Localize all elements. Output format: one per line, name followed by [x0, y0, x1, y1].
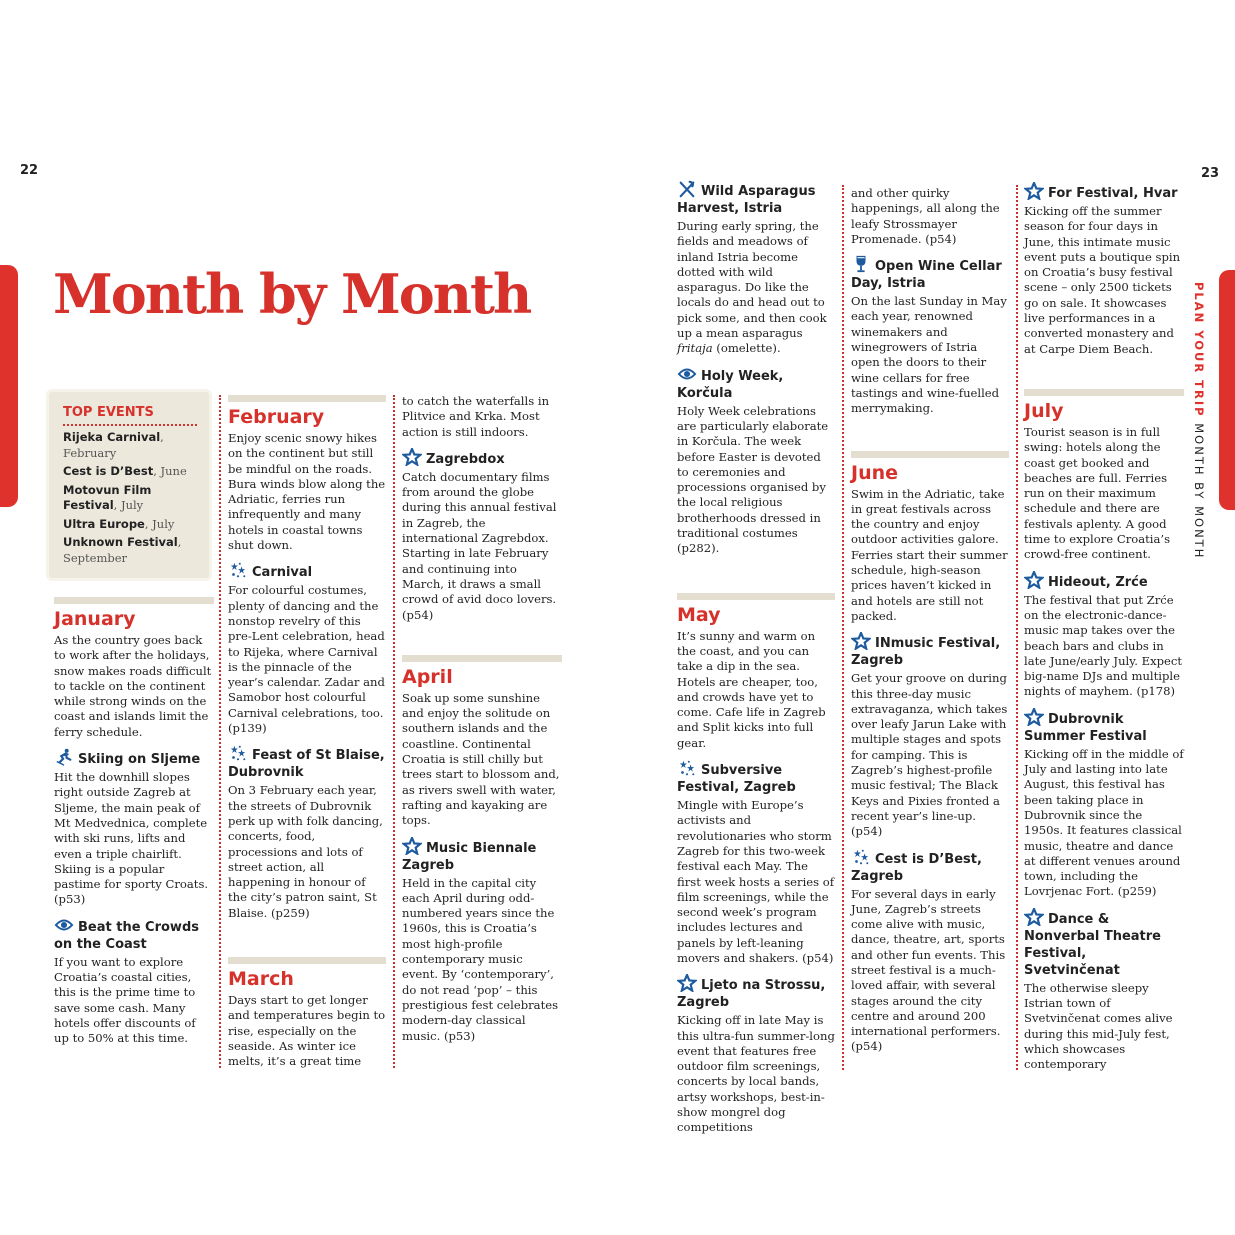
top-events-box	[46, 389, 212, 581]
top-event-when: September	[63, 550, 128, 565]
top-event-name: Rijeka Carnival	[63, 430, 161, 444]
event-title-text: Open Wine Cellar Day, Istria	[851, 259, 1002, 292]
event-title	[1024, 908, 1184, 979]
column-6	[1024, 182, 1184, 1078]
page-number-left: 22	[20, 163, 39, 178]
column-3	[402, 394, 562, 1050]
month-heading-june: June	[851, 461, 899, 484]
column-1	[54, 597, 214, 1053]
star-icon	[1024, 708, 1044, 726]
event-text: The otherwise sleepy Istrian town of Svetvinčenat comes alive during this mid-July fest, which showcases contemporary	[1024, 980, 1173, 1072]
event-title-text: Ljeto na Strossu, Zagreb	[677, 978, 826, 1011]
month-intro-text: Days start to get longer and temperatures begin to rise, especially on the seaside. As winter ice melts, it’s a great time	[228, 993, 386, 1069]
top-event-name: Cest is D’Best	[63, 464, 154, 478]
event-title-text: Carnival	[252, 565, 313, 581]
event-text: For colourful costumes, plenty of dancing and the nonstop revelry of this pre-Lent celebration, head to Rijeka, where Carnival is the pinnacle of the year’s calendar. Zadar and Samobor host colourful Carnival celebrations, too. (p139)	[228, 583, 385, 736]
month-divider-bar	[228, 957, 386, 964]
page-number-right: 23	[1201, 166, 1220, 181]
top-event-item: Unknown Festival, September	[63, 535, 182, 565]
top-event-when: July	[120, 498, 144, 512]
event-text-part: (omelette).	[712, 341, 781, 356]
event-text: Mingle with Europe’s activists and revolutionaries who storm Zagreb for this two-week festival each May. The first week hosts a series of film screenings, while the second week’s program includes lectures and panels by left-leaning movers and shakers. (p54)	[677, 798, 835, 965]
event-title	[54, 916, 214, 953]
event-title	[1024, 571, 1184, 591]
event-text: Held in the capital city each April during odd-numbered years since the 1960s, this is Croatia’s most high-profile contemporary music event. By ‘contemporary’, do not read ‘pop’ – this prestigious fest celebrates modern-day classical music. (p53)	[402, 875, 559, 1043]
eye-icon	[54, 916, 74, 934]
month-divider-bar	[402, 655, 562, 662]
wine-glass-icon	[851, 255, 871, 273]
event-title	[1024, 182, 1184, 202]
top-event-item: Ultra Europe, July	[63, 516, 175, 531]
top-event-name: Ultra Europe	[63, 516, 145, 531]
event-text: For several days in early June, Zagreb’s streets come alive with music, dance, theatre, art, sports and other fun events. This street festival is a much-loved affair, with several stages around the city centre and around 200 international performers. (p54)	[851, 886, 1006, 1054]
month-divider-bar	[1024, 389, 1184, 396]
event-title-text: Skiing on Sljeme	[78, 752, 201, 768]
event-text: Catch documentary films from around the globe during this annual festival in Zagreb, the international Zagrebdox. Starting in late February and continuing into March, it draws a small crowd of avid doco lovers. (p54)	[402, 469, 557, 622]
event-text-italic: fritaja	[677, 341, 713, 356]
event-title-text: Dance & Nonverbal Theatre Festival, Svetvinčenat	[1024, 911, 1161, 978]
event-text: Get your groove on during this three-day music extravaganza, which takes over leafy Jarun Lake with multiple stages and spots for camping. This is Zagreb’s highest-profile music festival; The Black Keys and Pixies fronted a recent year’s line-up. (p54)	[851, 671, 1008, 839]
event-title-text: Holy Week, Korčula	[677, 368, 784, 401]
page-title: Month by Month	[53, 262, 531, 326]
month-heading-march: March	[228, 968, 294, 991]
column-divider	[842, 185, 844, 1070]
fireworks-icon	[228, 561, 248, 579]
top-event-item: Rijeka Carnival, February	[63, 430, 164, 460]
event-title-text: Hideout, Zrće	[1048, 574, 1148, 590]
event-text: Kicking off the summer season for four days in June, this intimate music event puts a boutique spin on Croatia’s busy festival scene – only 2500 tickets go on sale. It showcases live performances in a converted monastery and at Carpe Diem Beach.	[1024, 204, 1181, 356]
event-title-text: Cest is D’Best, Zagreb	[851, 851, 982, 884]
month-intro-text: Soak up some sunshine and enjoy the solitude on southern islands and the coastline. Continental Croatia is still chilly but trees start to blossom and, as rivers swell with water, rafting and kayaking are tops.	[402, 690, 560, 828]
fireworks-icon	[677, 759, 697, 777]
month-heading-july: July	[1024, 399, 1064, 422]
event-title	[677, 365, 835, 402]
month-intro-text: As the country goes back to work after the holidays, snow makes roads difficult to tackle on the continent while strong winds on the coast and islands limit the ferry schedule.	[54, 633, 212, 739]
event-title	[851, 848, 1009, 885]
event-title-text: Feast of St Blaise, Dubrovnik	[228, 748, 385, 781]
right-page-tab	[1219, 270, 1235, 510]
month-heading-february: February	[228, 406, 325, 428]
event-title-text: Zagrebdox	[426, 451, 505, 467]
event-text: Holy Week celebrations are particularly elaborate in Korčula. The week before Easter is devoted to ceremonies and processions organised by the local religious brotherhoods dressed in traditional costumes (p282).	[677, 403, 829, 556]
fireworks-icon	[228, 744, 248, 762]
event-text: Kicking off in late May is this ultra-fun summer-long event that features free outdoor film screenings, concerts by local bands, artsy workshops, best-in-show mongrel dog competitions	[677, 1013, 835, 1135]
event-text: On 3 February each year, the streets of Dubrovnik perk up with folk dancing, concerts, food, processions and lots of street action, all happening in honour of the city’s patron saint, St Blaise. (p259)	[228, 783, 383, 920]
event-title-text: For Festival, Hvar	[1048, 186, 1178, 201]
star-icon	[677, 974, 697, 992]
month-divider-bar	[228, 395, 386, 402]
event-title	[402, 448, 562, 468]
fork-knife-icon	[677, 180, 697, 198]
event-title	[402, 837, 562, 874]
column-4	[677, 180, 835, 1142]
month-intro-text: Enjoy scenic snowy hikes on the continent but still be mindful on the roads. Bura winds blow along the Adriatic, ferries run infrequently and many hotels in coastal towns shut down.	[228, 431, 386, 553]
month-intro-text: Tourist season is in full swing: hotels along the coast get booked and beaches are full. Ferries run on their maximum schedule and there are festivals aplenty. A good time to explore Croatia’s crowd-free continent.	[1024, 424, 1171, 562]
event-text: The festival that put Zrće on the electronic-dance-music map takes over the beach bars and clubs in late June/early July. Expect big-name DJs and multiple nights of mayhem. (p178)	[1024, 592, 1183, 699]
month-heading-may: May	[677, 603, 721, 626]
event-title-text: Subversive Festival, Zagreb	[677, 763, 796, 796]
event-text-part: During early spring, the fields and meadows of inland Istria become dotted with wild asparagus. Do like the locals do and head out to pick some, and then cook up a mean asparagus	[677, 219, 827, 341]
event-title	[677, 759, 835, 796]
section-tab-part1: PLAN YOUR TRIP	[1192, 282, 1206, 418]
event-text: Kicking off in the middle of July and lasting into late August, this festival has been taking place in Dubrovnik since the 1950s. It features classical music, theatre and dance at different venues around town, including the Lovrjenac Fort. (p259)	[1024, 746, 1184, 899]
month-intro-text: Swim in the Adriatic, take in great festivals across the country and enjoy outdoor activities galore. Ferries start their summer schedule, high-season prices haven’t kicked in and hotels are still not packed.	[851, 486, 1008, 623]
continued-text: to catch the waterfalls in Plitvice and Krka. Most action is still indoors.	[402, 394, 550, 439]
event-title-text: Beat the Crowds on the Coast	[54, 919, 199, 952]
star-icon	[1024, 182, 1044, 200]
section-tab-part2: MONTH BY MONTH	[1192, 423, 1206, 560]
event-title-text: Music Biennale Zagreb	[402, 840, 537, 873]
star-icon	[402, 837, 422, 855]
column-5	[851, 186, 1009, 1061]
star-icon	[402, 448, 422, 466]
star-icon	[1024, 571, 1044, 589]
top-event-name: Unknown Festival	[63, 535, 178, 549]
event-title	[1024, 708, 1184, 745]
event-title	[677, 180, 835, 217]
month-divider-bar	[851, 451, 1009, 458]
event-title-text: Wild Asparagus Harvest, Istria	[677, 184, 816, 216]
event-title	[228, 744, 386, 781]
top-event-when: February	[63, 445, 117, 460]
column-divider	[393, 395, 395, 1068]
month-heading-january: January	[54, 608, 136, 630]
event-title-text: Dubrovnik Summer Festival	[1024, 711, 1147, 744]
column-divider	[219, 395, 221, 1068]
month-intro-text: It’s sunny and warm on the coast, and you can take a dip in the sea. Hotels are cheaper, too, and crowds have yet to come. Cafe life in Zagreb and Split kicks into full gear.	[677, 628, 826, 750]
month-divider-bar	[54, 597, 214, 604]
event-title	[851, 632, 1009, 669]
event-title	[677, 974, 835, 1011]
left-page-tab	[0, 265, 18, 507]
column-2	[228, 395, 386, 1076]
continued-text: and other quirky happenings, all along the leafy Strossmayer Promenade. (p54)	[851, 186, 1000, 246]
column-divider	[1016, 185, 1018, 1070]
top-event-name: Motovun Film Festival	[63, 482, 152, 512]
top-event-item: Cest is D’Best, June	[63, 464, 187, 478]
event-text: Hit the downhill slopes right outside Zagreb at Sljeme, the main peak of Mt Medvednica, complete with ski runs, lifts and even a triple chairlift. Skiing is a popular pastime for sporty Croats. (p53)	[54, 770, 209, 907]
month-divider-bar	[677, 593, 835, 600]
star-icon	[1024, 908, 1044, 926]
star-icon	[851, 632, 871, 650]
event-title-text: INmusic Festival, Zagreb	[851, 636, 1001, 669]
event-text	[677, 219, 835, 357]
eye-icon	[677, 365, 697, 383]
event-title	[54, 748, 214, 768]
section-tab-label	[1192, 282, 1206, 559]
event-text: If you want to explore Croatia’s coastal cities, this is the prime time to save some cash. Many hotels offer discounts of up to 50% at this time.	[54, 954, 196, 1046]
fireworks-icon	[851, 848, 871, 866]
event-text: On the last Sunday in May each year, renowned winemakers and winegrowers of Istria open the doors to their wine cellars for free tastings and wine-fuelled merrymaking.	[851, 294, 1007, 416]
top-events-heading: TOP EVENTS	[63, 405, 197, 426]
event-title	[851, 255, 1009, 292]
month-heading-april: April	[402, 665, 453, 688]
top-event-when: June	[160, 464, 187, 478]
top-event-item: Motovun Film Festival, July	[63, 482, 152, 512]
skier-icon	[54, 748, 74, 766]
event-title	[228, 561, 386, 581]
top-event-when: July	[152, 516, 175, 531]
